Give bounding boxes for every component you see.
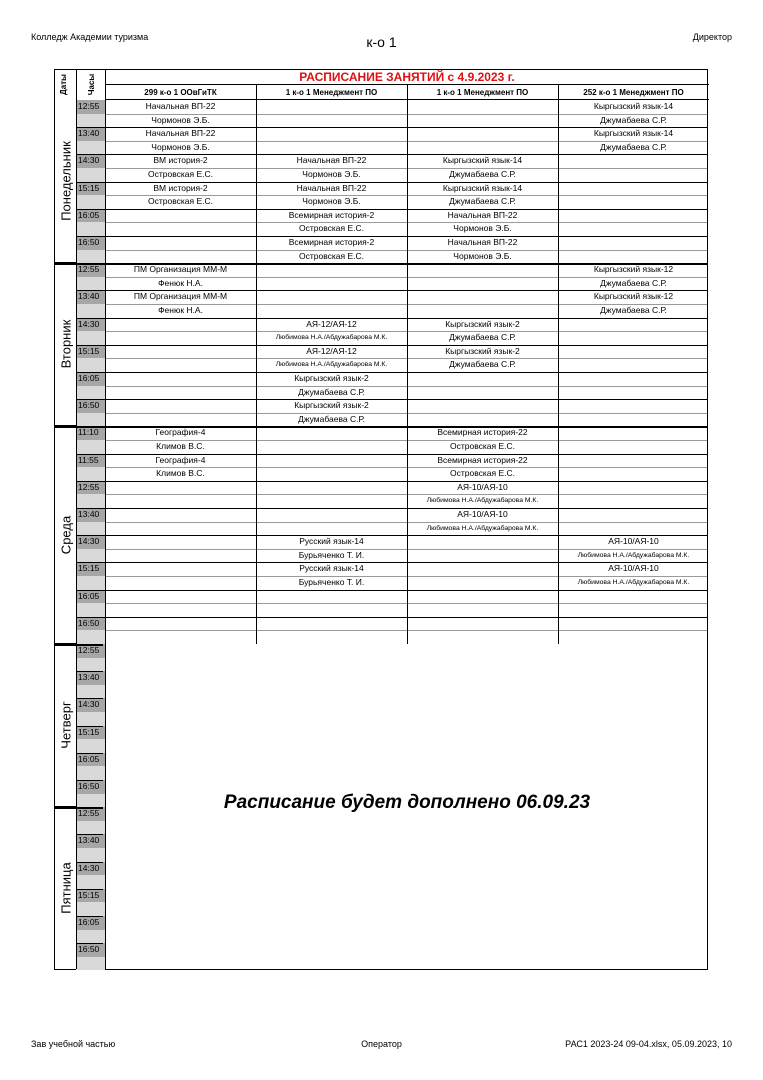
lesson-cell: [105, 617, 256, 630]
lesson-cell: Климов В.С.: [156, 468, 205, 479]
lesson-cell: [105, 494, 256, 507]
row-divider: [76, 780, 103, 781]
footer-filename: РАС1 2023-24 09-04.xlsx, 05.09.2023, 10: [565, 1039, 732, 1049]
time-slot: [76, 168, 105, 182]
lesson-cell: [558, 603, 709, 616]
day-cell-fri: [55, 807, 76, 970]
lesson-cell: Любимова Н.А./Абдужабарова М.К.: [426, 524, 539, 532]
lesson-cell: [105, 603, 256, 616]
lesson-cell: Чормонов Э.Б.: [151, 114, 210, 125]
dates-header: Даты: [58, 74, 68, 95]
lesson-cell: [105, 576, 256, 589]
lesson-cell: [256, 100, 407, 113]
lesson-cell: Любимова Н.А./Абдужабарова М.К.: [577, 551, 690, 559]
lesson-cell: [558, 345, 709, 358]
column-divider: [407, 100, 408, 263]
lesson-cell: [256, 454, 407, 467]
lesson-cell: [407, 290, 558, 303]
time-slot: [76, 222, 105, 236]
lesson-cell: Кыргызский язык-14: [442, 182, 523, 193]
lesson-cell: [105, 386, 256, 399]
college-name: Колледж Академии туризма: [31, 32, 149, 42]
time-slot: [76, 549, 105, 563]
lesson-cell: [407, 127, 558, 140]
day-divider: [55, 807, 103, 809]
time-slot: [76, 277, 105, 291]
lesson-cell: [407, 372, 558, 385]
lesson-cell: [105, 345, 256, 358]
lesson-cell: [105, 331, 256, 344]
lesson-cell: АЯ-12/АЯ-12: [306, 345, 357, 356]
lesson-cell: [256, 494, 407, 507]
time-slot: [76, 630, 105, 644]
lesson-cell: [558, 168, 709, 181]
lesson-cell: Русский язык-14: [299, 563, 364, 574]
lesson-cell: [558, 617, 709, 630]
lesson-cell: [105, 222, 256, 235]
lesson-cell: [105, 562, 256, 575]
lesson-cell: География-4: [155, 454, 206, 465]
lesson-cell: Джумабаева С.Р.: [449, 196, 516, 207]
lesson-cell: [256, 508, 407, 521]
lesson-cell: Начальная ВП-22: [145, 101, 216, 111]
lesson-cell: Островская Е.С.: [449, 441, 515, 451]
time-slot: 16:05: [76, 753, 105, 767]
lesson-cell: Чормонов Э.Б.: [453, 250, 512, 261]
footer-operator: Оператор: [361, 1039, 402, 1049]
time-slot: 16:05: [76, 372, 105, 386]
day-label: Понедельник: [58, 141, 73, 221]
lesson-cell: [558, 358, 709, 371]
lesson-cell: [407, 386, 558, 399]
lesson-cell: [558, 467, 709, 480]
lesson-cell: [558, 209, 709, 222]
lesson-cell: [558, 182, 709, 195]
lesson-cell: [407, 277, 558, 290]
time-slot: [76, 957, 105, 971]
time-slot: [76, 658, 105, 672]
lesson-cell: [407, 141, 558, 154]
lesson-cell: [558, 481, 709, 494]
time-slot: [76, 522, 105, 536]
time-slot: 16:05: [76, 209, 105, 223]
lesson-cell: [558, 590, 709, 603]
time-slot: [76, 712, 105, 726]
time-slot: 11:55: [76, 454, 105, 468]
lesson-cell: [407, 413, 558, 426]
lesson-cell: Начальная ВП-22: [296, 155, 367, 166]
lesson-cell: ВМ история-2: [153, 155, 208, 166]
lesson-cell: АЯ-10/АЯ-10: [608, 563, 659, 574]
lesson-cell: [105, 318, 256, 331]
lesson-cell: Островская Е.С.: [449, 468, 515, 479]
footer-deputy: Зав учебной частью: [31, 1039, 116, 1049]
time-slot: [76, 250, 105, 264]
lesson-cell: [558, 399, 709, 412]
lesson-cell: [558, 154, 709, 167]
day-divider: [55, 644, 103, 646]
day-divider: [55, 263, 707, 265]
time-slot: [76, 494, 105, 508]
time-slot: [76, 603, 105, 617]
time-slot: [76, 576, 105, 590]
column-divider: [407, 85, 408, 100]
lesson-cell: [256, 114, 407, 127]
time-slot: [76, 794, 105, 808]
lesson-cell: [105, 630, 256, 643]
lesson-cell: [105, 590, 256, 603]
lesson-cell: География-4: [155, 427, 206, 438]
time-slot: 13:40: [76, 671, 105, 685]
time-slot: 12:55: [76, 481, 105, 495]
lesson-cell: [105, 508, 256, 521]
time-slot: 14:30: [76, 535, 105, 549]
time-slot: [76, 902, 105, 916]
lesson-cell: Джумабаева С.Р.: [600, 277, 667, 288]
time-slot: 13:40: [76, 127, 105, 141]
lesson-cell: Всемирная история-2: [288, 209, 375, 220]
lesson-cell: Любимова Н.А./Абдужабарова М.К.: [426, 497, 539, 505]
column-divider: [256, 263, 257, 426]
day-cell-tue: [55, 263, 76, 426]
group-header-1: 299 к-о 1 ООвГиТК: [105, 85, 256, 100]
row-divider: [76, 943, 103, 944]
lesson-cell: ВМ история-2: [153, 182, 208, 193]
lesson-cell: [558, 494, 709, 507]
lesson-cell: [558, 372, 709, 385]
lesson-cell: [256, 522, 407, 535]
lesson-cell: ПМ Организация ММ-М: [133, 264, 228, 275]
lesson-cell: [407, 590, 558, 603]
lesson-cell: [558, 522, 709, 535]
time-slot: 16:50: [76, 617, 105, 631]
time-slot: 12:55: [76, 644, 105, 658]
lesson-cell: АЯ-10/АЯ-10: [608, 536, 659, 547]
lesson-cell: Кыргызский язык-14: [593, 128, 674, 139]
schedule-title: РАСПИСАНИЕ ЗАНЯТИЙ с 4.9.2023 г.: [105, 70, 709, 85]
time-slot: 16:50: [76, 236, 105, 250]
column-divider: [76, 70, 77, 969]
time-slot: 16:50: [76, 780, 105, 794]
table-corner: [55, 70, 105, 100]
time-slot: [76, 413, 105, 427]
column-divider: [558, 85, 559, 100]
time-slot: [76, 114, 105, 128]
time-slot: [76, 766, 105, 780]
lesson-cell: [256, 467, 407, 480]
day-cell-thu: [55, 644, 76, 807]
lesson-cell: [105, 399, 256, 412]
lesson-cell: [407, 630, 558, 643]
lesson-cell: [558, 413, 709, 426]
lesson-cell: [105, 358, 256, 371]
lesson-cell: Начальная ВП-22: [447, 237, 518, 247]
lesson-cell: Кыргызский язык-12: [593, 264, 674, 275]
row-divider: [76, 698, 103, 699]
lesson-cell: Фенюк Н.А.: [158, 305, 203, 315]
lesson-cell: [558, 250, 709, 263]
time-slot: 16:05: [76, 590, 105, 604]
lesson-cell: Кыргызский язык-2: [445, 318, 520, 329]
group-header-3: 1 к-о 1 Менеджмент ПО: [407, 85, 558, 100]
lesson-cell: [407, 576, 558, 589]
lesson-cell: Островская Е.С.: [298, 223, 364, 234]
column-divider: [407, 426, 408, 644]
lesson-cell: Чормонов Э.Б.: [302, 196, 361, 207]
lesson-cell: Начальная ВП-22: [145, 128, 216, 139]
lesson-cell: Джумабаева С.Р.: [298, 413, 365, 424]
lesson-cell: [105, 522, 256, 535]
lesson-cell: Кыргызский язык-14: [593, 101, 674, 111]
time-slot: 12:55: [76, 807, 105, 821]
lesson-cell: [558, 630, 709, 643]
column-divider: [558, 263, 559, 426]
lesson-cell: Чормонов Э.Б.: [302, 169, 361, 179]
lesson-cell: [558, 440, 709, 453]
time-slot: 16:50: [76, 399, 105, 413]
lesson-cell: [558, 236, 709, 249]
lesson-cell: [407, 562, 558, 575]
time-slot: 15:15: [76, 182, 105, 196]
column-divider: [256, 85, 257, 100]
time-slot: 14:30: [76, 862, 105, 876]
column-divider: [105, 70, 106, 969]
lesson-cell: [105, 481, 256, 494]
day-cell-wed: [55, 426, 76, 644]
lesson-cell: Бурьяченко Т. И.: [298, 549, 365, 560]
time-slot: [76, 386, 105, 400]
row-divider: [76, 834, 103, 835]
lesson-cell: [105, 535, 256, 548]
time-slot: 13:40: [76, 834, 105, 848]
lesson-cell: Островская Е.С.: [147, 169, 213, 179]
day-label: Вторник: [58, 319, 73, 369]
row-divider: [76, 862, 103, 863]
lesson-cell: [407, 549, 558, 562]
column-divider: [558, 426, 559, 644]
time-slot: 15:15: [76, 889, 105, 903]
time-slot: 12:55: [76, 100, 105, 114]
lesson-cell: Джумабаева С.Р.: [298, 386, 365, 397]
lesson-cell: [256, 304, 407, 317]
group-header-2: 1 к-о 1 Менеджмент ПО: [256, 85, 407, 100]
time-slot: 16:05: [76, 916, 105, 930]
row-divider: [76, 889, 103, 890]
hours-header: Часы: [87, 73, 97, 96]
lesson-cell: [558, 331, 709, 344]
lesson-cell: [407, 603, 558, 616]
lesson-cell: [407, 100, 558, 113]
lesson-cell: [256, 603, 407, 616]
lesson-cell: [558, 454, 709, 467]
column-divider: [558, 100, 559, 263]
lesson-cell: Русский язык-14: [299, 536, 364, 547]
lesson-cell: Любимова Н.А./Абдужабарова М.К.: [577, 579, 690, 586]
time-slot: [76, 930, 105, 944]
time-slot: 14:30: [76, 154, 105, 168]
lesson-cell: Всемирная история-2: [288, 237, 375, 247]
lesson-cell: Любимова Н.А./Абдужабарова М.К.: [275, 361, 388, 369]
lesson-cell: [407, 399, 558, 412]
lesson-cell: [407, 304, 558, 317]
time-slot: [76, 141, 105, 155]
time-slot: 16:50: [76, 943, 105, 957]
time-slot: [76, 821, 105, 835]
time-slot: 15:15: [76, 562, 105, 576]
lesson-cell: [105, 549, 256, 562]
schedule-table: [54, 69, 708, 970]
row-divider: [76, 726, 103, 727]
lesson-cell: Кыргызский язык-2: [445, 345, 520, 356]
lesson-cell: ПМ Организация ММ-М: [133, 291, 228, 302]
lesson-cell: Климов В.С.: [156, 441, 205, 451]
lesson-cell: Любимова Н.А./Абдужабарова М.К.: [275, 334, 388, 342]
lesson-cell: [256, 481, 407, 494]
lesson-cell: Чормонов Э.Б.: [453, 223, 512, 234]
lesson-cell: Островская Е.С.: [147, 196, 213, 207]
lesson-cell: Начальная ВП-22: [447, 209, 518, 220]
time-slot: [76, 848, 105, 862]
time-slot: [76, 440, 105, 454]
lesson-cell: [558, 386, 709, 399]
day-label: Четверг: [58, 701, 73, 749]
day-label: Среда: [58, 515, 73, 554]
lesson-cell: [256, 440, 407, 453]
lesson-cell: [558, 318, 709, 331]
time-slot: [76, 358, 105, 372]
time-slot: [76, 467, 105, 481]
lesson-cell: [256, 290, 407, 303]
lesson-cell: [558, 195, 709, 208]
lesson-cell: Джумабаева С.Р.: [600, 141, 667, 152]
lesson-cell: [256, 630, 407, 643]
row-divider: [76, 671, 103, 672]
page-title: к-о 1: [366, 34, 397, 50]
lesson-cell: Джумабаева С.Р.: [449, 359, 516, 370]
time-slot: 14:30: [76, 318, 105, 332]
lesson-cell: Джумабаева С.Р.: [449, 332, 516, 343]
column-divider: [256, 100, 257, 263]
lesson-cell: Всемирная история-22: [437, 454, 528, 465]
lesson-cell: Чормонов Э.Б.: [151, 141, 210, 152]
director-label: Директор: [692, 32, 732, 42]
lesson-cell: [407, 617, 558, 630]
lesson-cell: [558, 508, 709, 521]
lesson-cell: Джумабаева С.Р.: [600, 305, 667, 315]
row-divider: [76, 916, 103, 917]
lesson-cell: Джумабаева С.Р.: [449, 169, 516, 179]
lesson-cell: Кыргызский язык-14: [442, 155, 523, 166]
time-slot: [76, 685, 105, 699]
lesson-cell: [407, 114, 558, 127]
lesson-cell: [407, 535, 558, 548]
lesson-cell: Кыргызский язык-2: [294, 400, 369, 411]
lesson-cell: Кыргызский язык-12: [593, 291, 674, 302]
lesson-cell: [105, 209, 256, 222]
lesson-cell: [105, 372, 256, 385]
time-slot: 14:30: [76, 698, 105, 712]
lesson-cell: [105, 250, 256, 263]
row-divider: [76, 753, 103, 754]
lesson-cell: Бурьяченко Т. И.: [298, 577, 365, 587]
lesson-cell: Фенюк Н.А.: [158, 277, 203, 288]
time-slot: 13:40: [76, 508, 105, 522]
lesson-cell: [256, 590, 407, 603]
lesson-cell: [256, 617, 407, 630]
lesson-cell: [256, 141, 407, 154]
lesson-cell: Кыргызский язык-2: [294, 373, 369, 383]
lesson-cell: [256, 277, 407, 290]
time-slot: 12:55: [76, 263, 105, 277]
schedule-note: Расписание будет дополнено 06.09.23: [223, 792, 591, 813]
lesson-cell: [105, 236, 256, 249]
lesson-cell: Начальная ВП-22: [296, 182, 367, 193]
lesson-cell: АЯ-10/АЯ-10: [457, 481, 508, 492]
time-slot: 15:15: [76, 345, 105, 359]
day-cell-mon: [55, 100, 76, 263]
lesson-cell: АЯ-12/АЯ-12: [306, 318, 357, 329]
column-divider: [256, 426, 257, 644]
day-label: Пятница: [58, 862, 73, 915]
time-slot: 11:10: [76, 426, 105, 440]
lesson-cell: [105, 413, 256, 426]
time-slot: [76, 875, 105, 889]
lesson-cell: Островская Е.С.: [298, 250, 364, 261]
time-slot: [76, 739, 105, 753]
time-slot: [76, 331, 105, 345]
column-divider: [407, 263, 408, 426]
lesson-cell: [558, 222, 709, 235]
day-divider: [55, 426, 707, 428]
lesson-cell: [256, 127, 407, 140]
time-slot: 15:15: [76, 726, 105, 740]
time-slot: [76, 195, 105, 209]
lesson-cell: АЯ-10/АЯ-10: [457, 509, 508, 519]
time-slot: [76, 304, 105, 318]
time-slot: 13:40: [76, 290, 105, 304]
group-header-4: 252 к-о 1 Менеджмент ПО: [558, 85, 709, 100]
lesson-cell: Джумабаева С.Р.: [600, 114, 667, 125]
lesson-cell: Всемирная история-22: [437, 427, 528, 438]
